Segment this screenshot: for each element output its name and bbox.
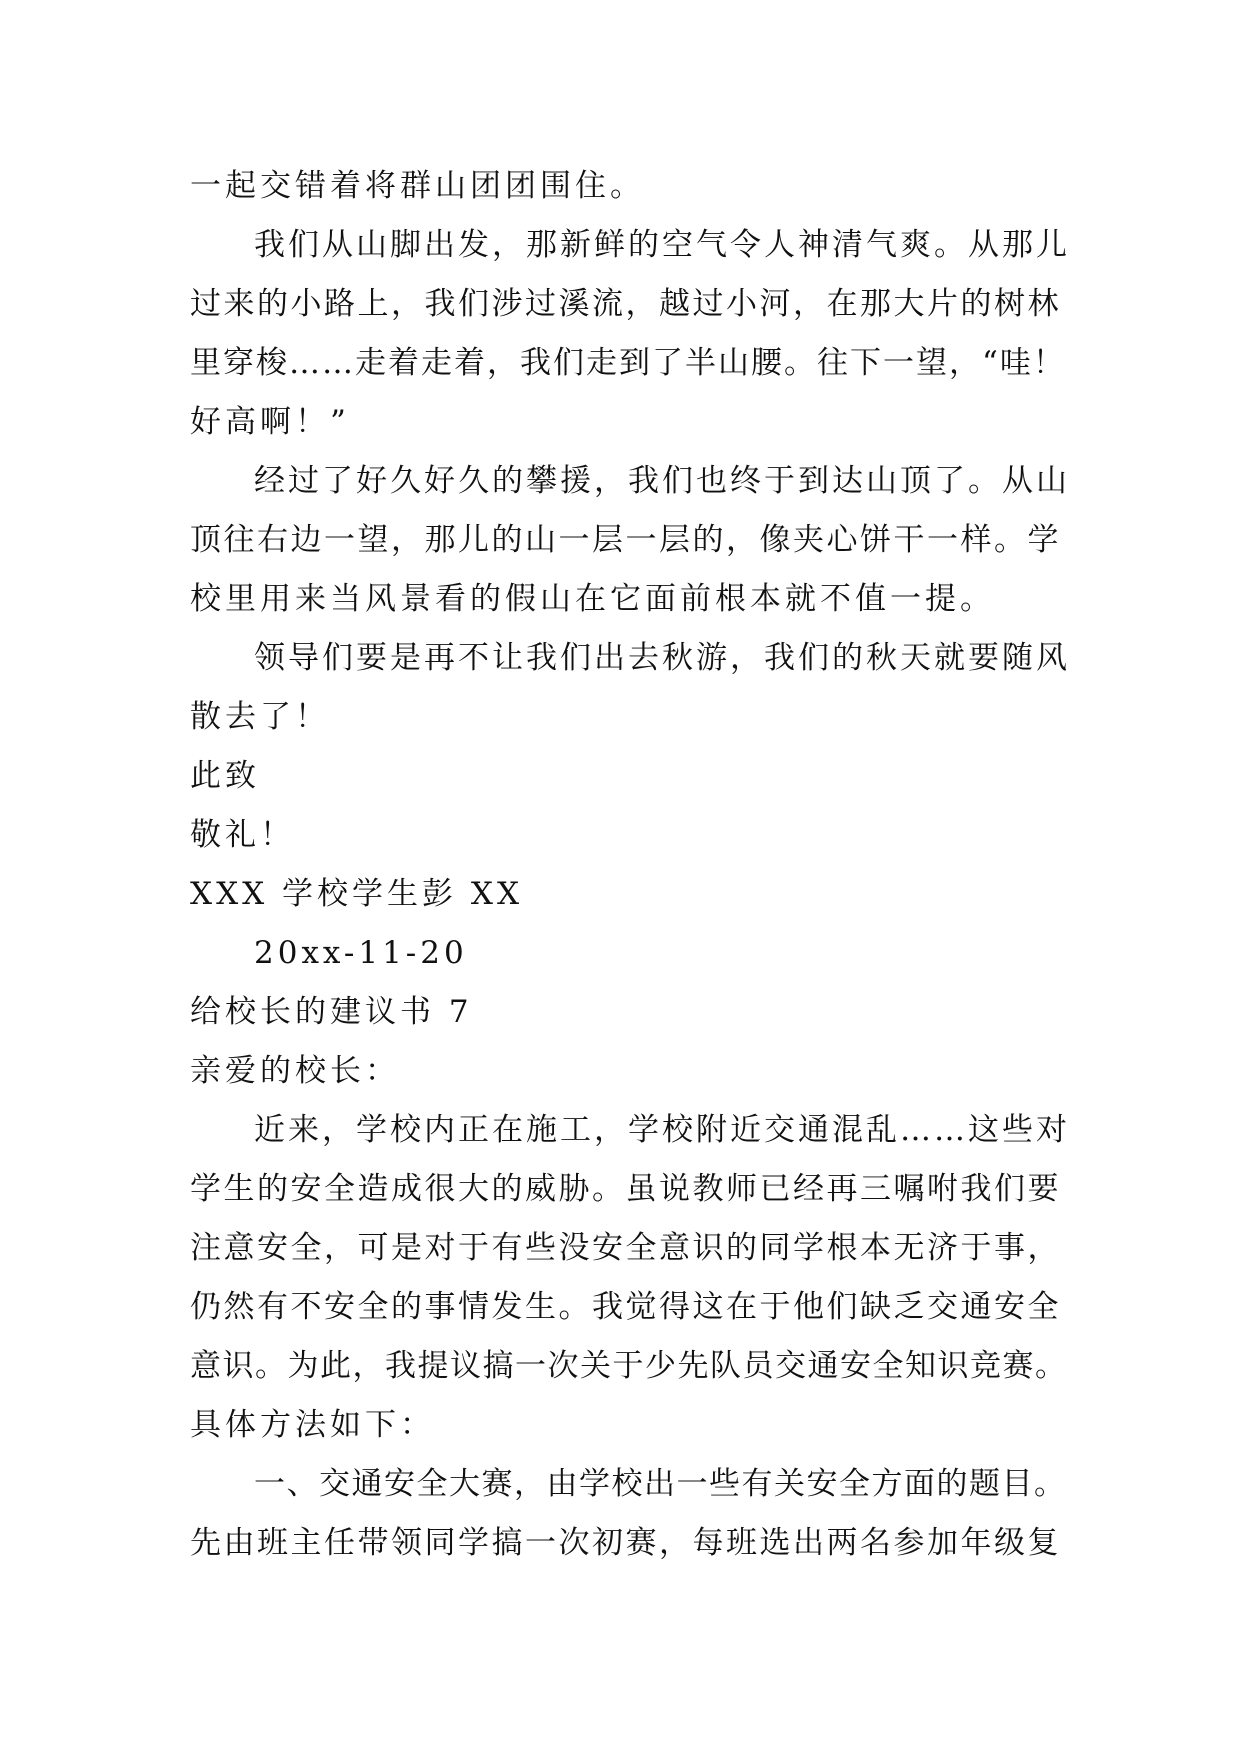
closing-regards: 敬礼！ (190, 817, 295, 853)
text-line: 好高啊！” (190, 404, 350, 440)
section-title: 给校长的建议书 7 (190, 994, 473, 1030)
document-body (190, 157, 1070, 1573)
text-line: 仍然有不安全的事情发生。我觉得这在于他们缺乏交通安全 (190, 1289, 1061, 1325)
text-line: 过来的小路上，我们涉过溪流，越过小河，在那大片的树林 (190, 286, 1061, 322)
text-line: 一起交错着将群山团团围住。 (190, 168, 645, 204)
text-line: 注意安全，可是对于有些没安全意识的同学根本无济于事， (190, 1230, 1061, 1266)
text-line: 先由班主任带领同学搞一次初赛，每班选出两名参加年级复 (190, 1525, 1061, 1561)
text-line: 里穿梭……走着走着，我们走到了半山腰。往下一望，“哇！ (190, 345, 1066, 381)
text-line: 意识。为此，我提议搞一次关于少先队员交通安全知识竞赛。 (190, 1348, 1068, 1384)
text-line: 经过了好久好久的攀援，我们也终于到达山顶了。从山 (254, 463, 1070, 499)
text-line: 一、交通安全大赛，由学校出一些有关安全方面的题目。 (254, 1466, 1067, 1502)
text-line: 近来，学校内正在施工，学校附近交通混乱……这些对 (254, 1112, 1070, 1148)
text-line: 顶往右边一望，那儿的山一层一层的，像夹心饼干一样。学 (190, 522, 1061, 558)
text-line: 领导们要是再不让我们出去秋游，我们的秋天就要随风 (254, 640, 1070, 676)
text-line: 具体方法如下： (190, 1407, 435, 1443)
text-line: 我们从山脚出发，那新鲜的空气令人神清气爽。从那儿 (254, 227, 1070, 263)
signature-date: 20xx-11-20 (254, 935, 468, 971)
text-line: 散去了！ (190, 699, 330, 735)
signature-name: XXX 学校学生彭 XX (190, 876, 524, 912)
text-line: 校里用来当风景看的假山在它面前根本就不值一提。 (190, 581, 995, 617)
greeting: 亲爱的校长： (190, 1053, 400, 1089)
text-line: 学生的安全造成很大的威胁。虽说教师已经再三嘱咐我们要 (190, 1171, 1061, 1207)
closing-salutation: 此致 (190, 758, 260, 794)
